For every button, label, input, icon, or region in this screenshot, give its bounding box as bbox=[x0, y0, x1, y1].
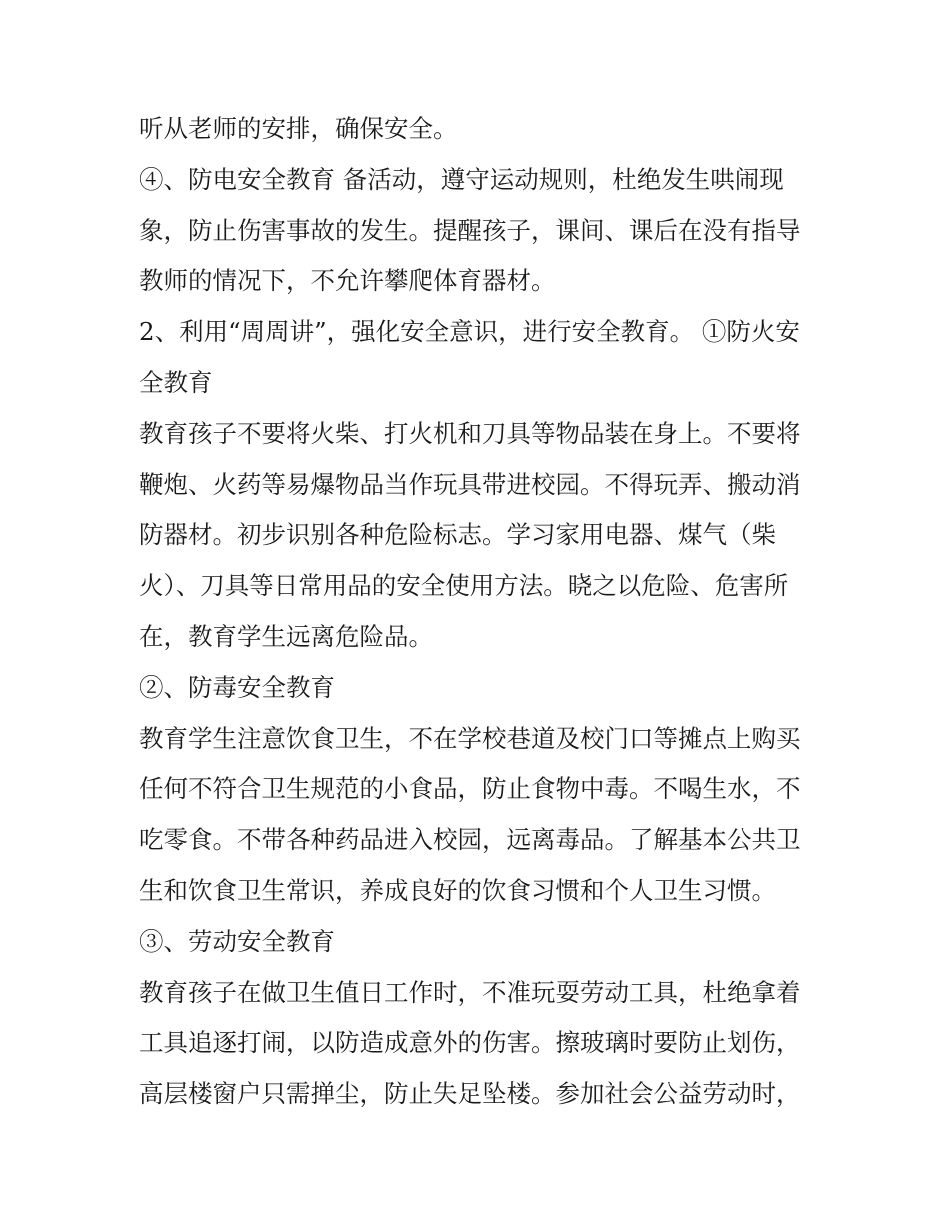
text-line: 教育学生注意饮食卫生，不在学校巷道及校门口等摊点上购买 bbox=[139, 723, 801, 753]
text-line: 听从老师的安排，确保安全。 bbox=[139, 114, 458, 143]
text-line: 教师的情况下，不允许攀爬体育器材。 bbox=[139, 266, 556, 296]
text-line: 任何不符合卫生规范的小食品，防止食物中毒。不喝生水，不 bbox=[139, 774, 801, 804]
text-line: 鞭炮、火药等易爆物品当作玩具带进校园。不得玩弄、搬动消 bbox=[139, 469, 801, 499]
section-heading: ②、防毒安全教育 bbox=[139, 672, 335, 702]
text-line: 全教育 bbox=[139, 367, 213, 397]
text-line: 在，教育学生远离危险品。 bbox=[139, 621, 433, 651]
text-line: 火）、刀具等日常用品的安全使用方法。晓之以危险、危害所 bbox=[139, 571, 789, 601]
section-heading: ③、劳动安全教育 bbox=[139, 926, 335, 956]
body-text bbox=[139, 104, 819, 1120]
text-line: 高层楼窗户只需掸尘，防止失足坠楼。参加社会公益劳动时， bbox=[139, 1079, 801, 1109]
text-line: 2、利用“周周讲”，强化安全意识，进行安全教育。 ①防火安 bbox=[139, 317, 800, 347]
text-line: 象，防止伤害事故的发生。提醒孩子，课间、课后在没有指导 bbox=[139, 215, 801, 245]
text-line: 工具追逐打闹，以防造成意外的伤害。擦玻璃时要防止划伤， bbox=[139, 1028, 801, 1058]
text-line: 防器材。初步识别各种危险标志。学习家用电器、煤气（柴 bbox=[139, 520, 776, 550]
text-line: 吃零食。不带各种药品进入校园，远离毒品。了解基本公共卫 bbox=[139, 825, 801, 855]
text-line: 教育孩子在做卫生值日工作时，不准玩耍劳动工具，杜绝拿着 bbox=[139, 977, 801, 1007]
text-line: 生和饮食卫生常识，养成良好的饮食习惯和个人卫生习惯。 bbox=[139, 875, 776, 905]
text-line: 教育孩子不要将火柴、打火机和刀具等物品装在身上。不要将 bbox=[139, 418, 801, 448]
text-line: ④、防电安全教育 备活动，遵守运动规则，杜绝发生哄闹现 bbox=[139, 164, 784, 194]
